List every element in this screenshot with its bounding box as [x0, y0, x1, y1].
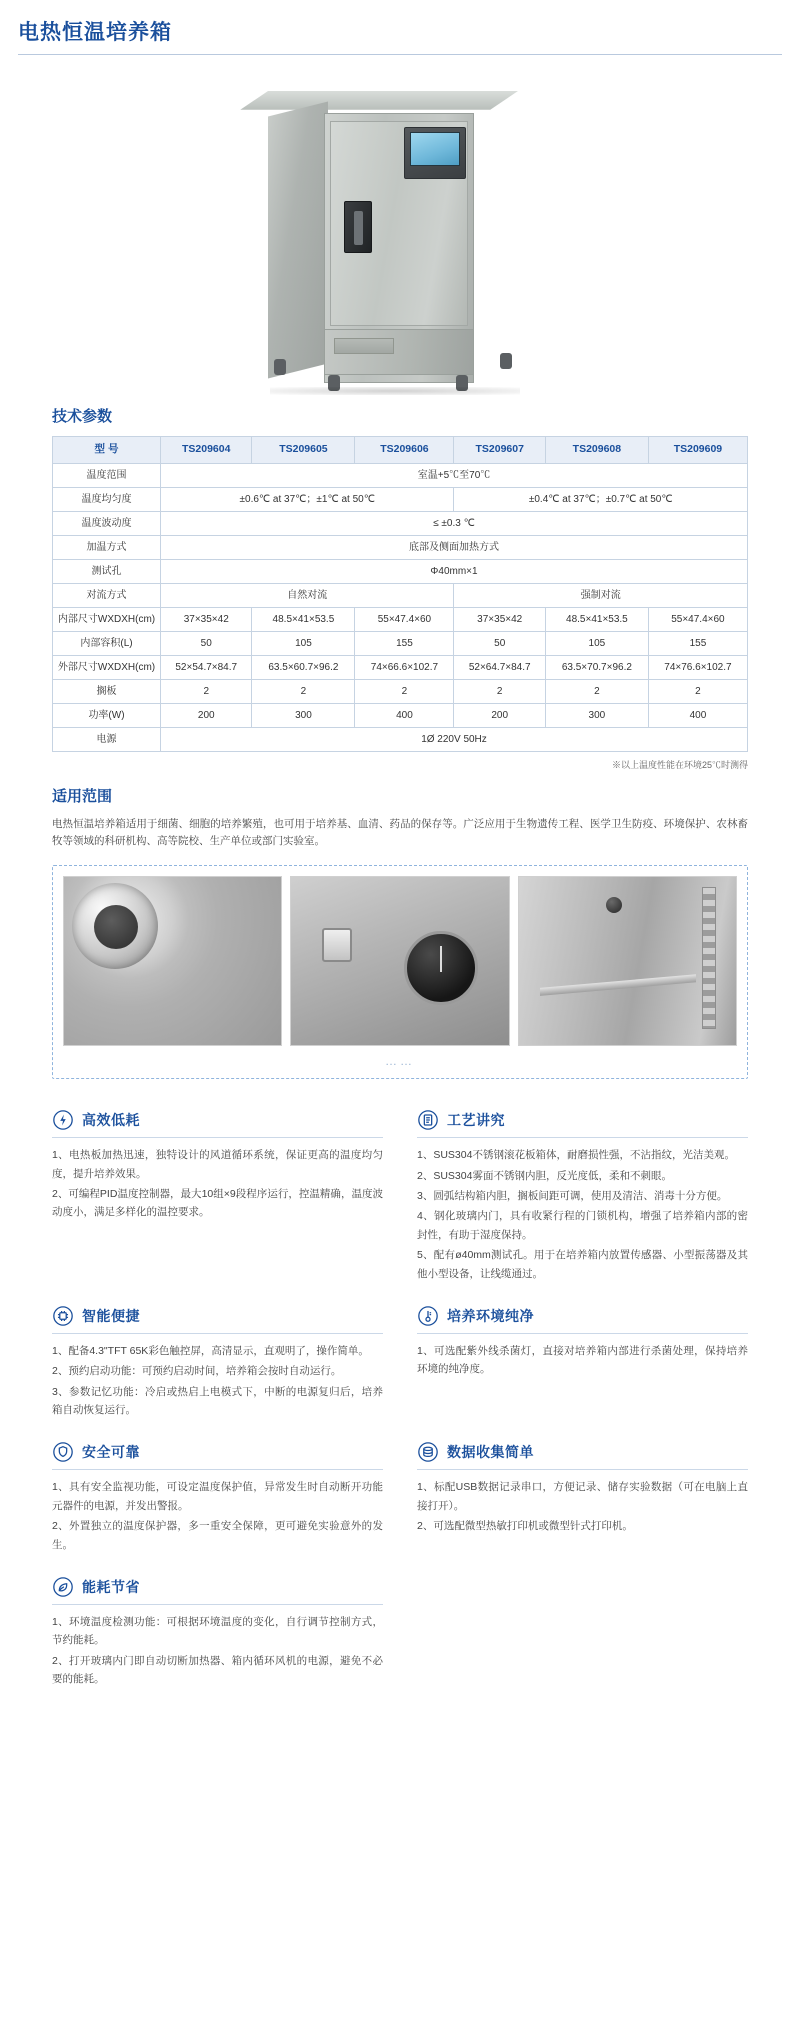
cabinet-top: [240, 91, 518, 110]
feature-block: [52, 1566, 383, 1697]
table-cell: 400: [355, 703, 454, 727]
scope-description: 电热恒温培养箱适用于细菌、细胞的培养繁殖，也可用于培养基、血清、药品的保存等。广泛应用于生物遗传工程、医学卫生防疫、环境保护、农林畜牧等领域的科研机构、高等院校、生产单位或部门实验室。: [52, 817, 748, 848]
table-cell: ≤ ±0.3 ℃: [161, 511, 748, 535]
page-title: 电热恒温培养箱: [18, 21, 172, 44]
table-cell: Φ40mm×1: [161, 559, 748, 583]
specs-section-title: 技术参数: [52, 408, 113, 425]
feature-list: [417, 1342, 748, 1379]
table-header-cell: TS209606: [355, 437, 454, 464]
photo-gallery: [52, 865, 748, 1079]
table-cell: 200: [454, 703, 545, 727]
base-vent: [334, 338, 394, 354]
table-row: [53, 583, 748, 607]
table-cell: 74×76.6×102.7: [648, 655, 747, 679]
feature-list-item: 1、电热板加热迅速，独特设计的风道循环系统，保证更高的温度均匀度，提升培养效果。: [52, 1149, 383, 1180]
photo-switch-and-dial: [290, 876, 509, 1046]
table-cell: 2: [454, 679, 545, 703]
chip-icon: [52, 1305, 74, 1327]
touchscreen-display: [410, 132, 460, 166]
table-row-label: 外部尺寸WXDXH(cm): [53, 655, 161, 679]
feature-list: [417, 1478, 748, 1535]
feature-title: 智能便捷: [82, 1307, 140, 1324]
feature-heading: [417, 1441, 748, 1470]
table-row: [53, 655, 748, 679]
scope-section-title: 适用范围: [52, 787, 113, 805]
table-body: [53, 463, 748, 751]
table-cell: 155: [355, 631, 454, 655]
gallery-dots: ……: [385, 1054, 415, 1069]
features-grid: [52, 1099, 748, 1696]
table-cell: 400: [648, 703, 747, 727]
table-cell: 2: [648, 679, 747, 703]
specs-table-wrapper: [0, 436, 800, 771]
table-cell: 105: [545, 631, 648, 655]
feature-list: [52, 1478, 383, 1554]
cabinet-side: [268, 102, 328, 379]
photo-switch: [322, 928, 352, 962]
thermometer-icon: [417, 1305, 439, 1327]
feature-block: [417, 1295, 748, 1428]
photo-test-port: [63, 876, 282, 1046]
table-header-cell: TS209608: [545, 437, 648, 464]
table-cell: 强制对流: [454, 583, 748, 607]
feature-list-item: 1、环境温度检测功能：可根据环境温度的变化，自行调节控制方式，节约能耗。: [52, 1615, 383, 1647]
table-cell: 37×35×42: [161, 607, 252, 631]
feature-title: 能耗节省: [82, 1578, 140, 1595]
table-row: [53, 463, 748, 487]
table-cell: 37×35×42: [454, 607, 545, 631]
table-row: [53, 727, 748, 751]
feature-title: 培养环境纯净: [447, 1307, 534, 1324]
clipboard-icon: [417, 1109, 439, 1131]
table-row: [53, 511, 748, 535]
feature-block: [52, 1431, 383, 1562]
photo-shelf: [540, 975, 696, 997]
table-cell: 55×47.4×60: [355, 607, 454, 631]
table-cell: 自然对流: [161, 583, 454, 607]
caster-wheel: [274, 359, 286, 375]
photo-shelf-rail: [702, 887, 716, 1028]
table-cell: 300: [252, 703, 355, 727]
table-cell: 63.5×60.7×96.2: [252, 655, 355, 679]
table-header-cell: TS209609: [648, 437, 747, 464]
table-header-cell: TS209604: [161, 437, 252, 464]
table-row: [53, 535, 748, 559]
table-cell: 52×54.7×84.7: [161, 655, 252, 679]
feature-title: 数据收集简单: [447, 1444, 534, 1461]
feature-block: [52, 1295, 383, 1428]
product-hero-image: [0, 61, 800, 391]
table-cell: 55×47.4×60: [648, 607, 747, 631]
feature-list-item: 1、配备4.3"TFT 65K彩色触控屏，高清显示，直观明了，操作简单。: [52, 1344, 369, 1357]
feature-list-item: 2、可选配微型热敏打印机或微型针式打印机。: [417, 1520, 633, 1533]
table-cell: 74×66.6×102.7: [355, 655, 454, 679]
feature-heading: [52, 1576, 383, 1605]
table-cell: 52×64.7×84.7: [454, 655, 545, 679]
feature-list: [52, 1613, 383, 1689]
table-cell: 63.5×70.7×96.2: [545, 655, 648, 679]
table-cell: 50: [161, 631, 252, 655]
door-handle: [344, 201, 372, 253]
table-cell: 105: [252, 631, 355, 655]
table-header-row: [53, 437, 748, 464]
photo-dial: [404, 931, 478, 1005]
feature-list: [52, 1342, 383, 1420]
feature-title: 高效低耗: [82, 1112, 140, 1129]
feature-block: [417, 1099, 748, 1291]
feature-heading: [417, 1109, 748, 1138]
feature-title: 安全可靠: [82, 1444, 140, 1461]
table-cell: 底部及侧面加热方式: [161, 535, 748, 559]
lightning-icon: [52, 1109, 74, 1131]
table-header-cell: TS209605: [252, 437, 355, 464]
table-cell: 200: [161, 703, 252, 727]
table-row-label: 温度均匀度: [53, 487, 161, 511]
feature-list-item: 2、SUS304雾面不锈钢内胆，反光度低，柔和不刺眼。: [417, 1169, 672, 1182]
table-row: [53, 607, 748, 631]
page-header: [0, 0, 800, 61]
feature-list-item: 1、具有安全监视功能，可设定温度保护值，异常发生时自动断开功能元器件的电源，并发出警报。: [52, 1481, 383, 1512]
feature-list-item: 2、可编程PID温度控制器，最大10组×9段程序运行，控温精确，温度波动度小，满足多样化的温控要求。: [52, 1188, 383, 1219]
feature-heading: [52, 1109, 383, 1138]
table-row: [53, 487, 748, 511]
table-row-label: 内部容积(L): [53, 631, 161, 655]
feature-list-item: 3、圆弧结构箱内胆，搁板间距可调，使用及清洁、消毒十分方便。: [417, 1190, 728, 1203]
table-cell: 2: [355, 679, 454, 703]
table-row-label: 温度范围: [53, 463, 161, 487]
feature-list-item: 1、标配USB数据记录串口，方便记录、储存实验数据（可在电脑上直接打开）。: [417, 1481, 748, 1512]
table-row-label: 内部尺寸WXDXH(cm): [53, 607, 161, 631]
database-icon: [417, 1441, 439, 1463]
table-row-label: 加温方式: [53, 535, 161, 559]
drop-shadow: [270, 387, 520, 395]
feature-block: [417, 1431, 748, 1562]
table-row-label: 对流方式: [53, 583, 161, 607]
specs-footnote: ※以上温度性能在环境25℃时测得: [611, 759, 748, 770]
feature-list-item: 2、预约启动功能：可预约启动时间，培养箱会按时自动运行。: [52, 1365, 342, 1378]
table-cell: 1Ø 220V 50Hz: [161, 727, 748, 751]
feature-list-item: 1、可选配紫外线杀菌灯，直接对培养箱内部进行杀菌处理，保持培养环境的纯净度。: [417, 1344, 748, 1376]
feature-heading: [417, 1305, 748, 1334]
table-cell: 155: [648, 631, 747, 655]
table-row-label: 功率(W): [53, 703, 161, 727]
photo-chamber-interior: [518, 876, 737, 1046]
feature-list: [52, 1146, 383, 1222]
table-cell: 48.5×41×53.5: [252, 607, 355, 631]
feature-heading: [52, 1441, 383, 1470]
specifications-table: [52, 436, 748, 752]
feature-list-item: 5、配有ø40mm测试孔。用于在培养箱内放置传感器、小型振荡器及其他小型设备，让线缆通过。: [417, 1249, 748, 1280]
caster-wheel: [500, 353, 512, 369]
table-cell: 48.5×41×53.5: [545, 607, 648, 631]
shield-icon: [52, 1441, 74, 1463]
feature-list-item: 1、SUS304不锈钢滚花板箱体，耐磨损性强，不沾指纹，光洁美观。: [417, 1149, 735, 1162]
table-cell: ±0.6℃ at 37℃；±1℃ at 50℃: [161, 487, 454, 511]
table-cell: 50: [454, 631, 545, 655]
table-cell: 2: [545, 679, 648, 703]
feature-heading: [52, 1305, 383, 1334]
photo-sensor-knob: [606, 897, 622, 913]
table-cell: 300: [545, 703, 648, 727]
table-row-label: 测试孔: [53, 559, 161, 583]
table-cell: 室温+5℃至70℃: [161, 463, 748, 487]
table-row-label: 温度波动度: [53, 511, 161, 535]
table-cell: 2: [161, 679, 252, 703]
feature-list: [417, 1146, 748, 1283]
table-row: [53, 631, 748, 655]
feature-list-item: 4、钢化玻璃内门，具有收紧行程的门锁机构，增强了培养箱内部的密封性，有助于湿度保持。: [417, 1210, 748, 1241]
table-row: [53, 703, 748, 727]
table-row: [53, 679, 748, 703]
table-row: [53, 559, 748, 583]
table-row-label: 搁板: [53, 679, 161, 703]
header-divider: [18, 54, 782, 55]
table-cell: ±0.4℃ at 37℃；±0.7℃ at 50℃: [454, 487, 748, 511]
table-header-cell: TS209607: [454, 437, 545, 464]
table-row-label: 电源: [53, 727, 161, 751]
feature-title: 工艺讲究: [447, 1112, 505, 1129]
photo-row: [63, 876, 737, 1046]
table-header-cell: 型 号: [53, 437, 161, 464]
leaf-icon: [52, 1576, 74, 1598]
incubator-illustration: [250, 91, 550, 391]
table-cell: 2: [252, 679, 355, 703]
feature-list-item: 2、外置独立的温度保护器，多一重安全保障，更可避免实验意外的发生。: [52, 1520, 383, 1551]
feature-block: [52, 1099, 383, 1291]
feature-list-item: 2、打开玻璃内门即自动切断加热器、箱内循环风机的电源，避免不必要的能耗。: [52, 1654, 383, 1686]
feature-list-item: 3、参数记忆功能：冷启或热启上电模式下，中断的电源复归后，培养箱自动恢复运行。: [52, 1385, 383, 1417]
